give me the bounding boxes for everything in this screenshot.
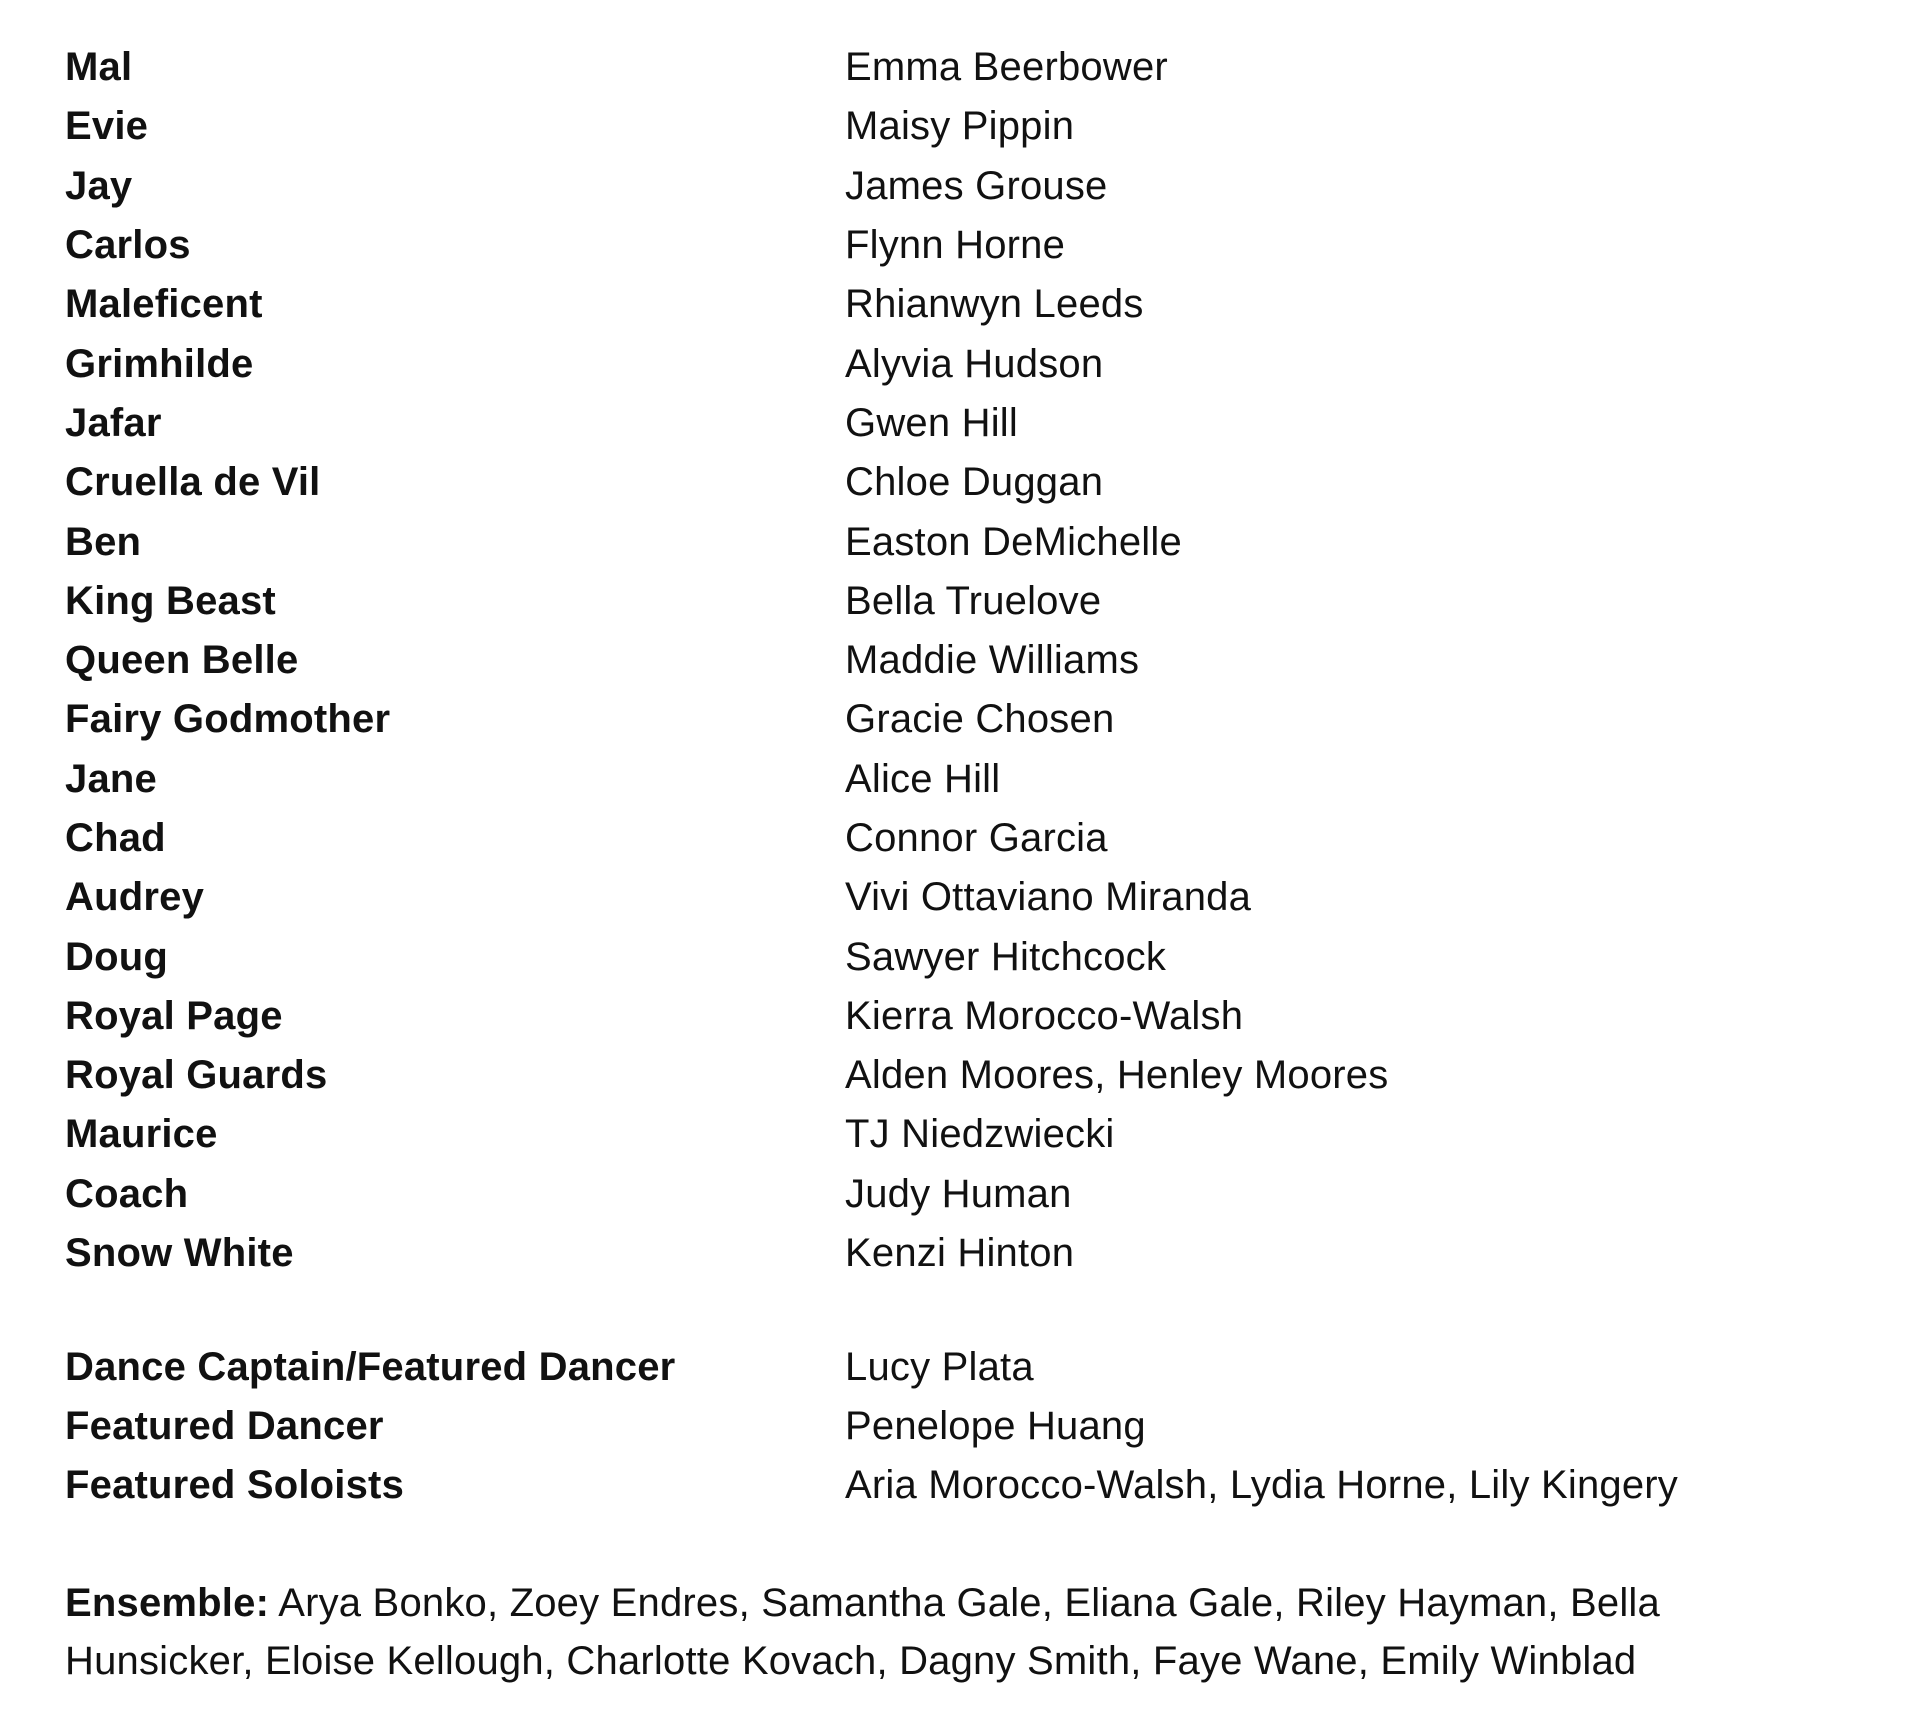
actor-name: TJ Niedzwiecki [845,1112,1115,1157]
actor-name: Lucy Plata [845,1345,1034,1389]
role-name: Featured Dancer [65,1404,384,1448]
actor-name: Flynn Horne [845,223,1066,268]
featured-row [65,1456,1865,1515]
actor-name: Gracie Chosen [845,697,1115,742]
role-name: Royal Page [65,993,283,1038]
actor-name: Alden Moores, Henley Moores [845,1053,1389,1098]
cast-row [65,275,1865,334]
role-name: Featured Soloists [65,1463,405,1507]
cast-row [65,868,1865,927]
actor-name: Kierra Morocco-Walsh [845,993,1244,1038]
role-name: Mal [65,45,133,90]
featured-row [65,1338,1865,1397]
role-name: Cruella de Vil [65,460,321,505]
cast-row [65,1224,1865,1283]
actor-name: Penelope Huang [845,1404,1146,1448]
role-name: Doug [65,934,168,979]
cast-row [65,1165,1865,1224]
role-name: Ben [65,519,142,564]
role-name: Grimhilde [65,341,254,386]
actor-name: Judy Human [845,1171,1072,1216]
role-name: Royal Guards [65,1053,328,1098]
actor-name: Sawyer Hitchcock [845,934,1167,979]
role-name: Dance Captain/Featured Dancer [65,1345,676,1389]
ensemble-names-line-1: Arya Bonko, Zoey Endres, Samantha Gale, Eliana Gale, Riley Hayman, Bella [269,1581,1660,1625]
actor-name: Alice Hill [845,756,1001,801]
actor-name: Emma Beerbower [845,45,1168,90]
cast-row [65,1046,1865,1105]
ensemble-line-1 [65,1574,1765,1632]
actor-name: Connor Garcia [845,816,1108,860]
actor-name: Vivi Ottaviano Miranda [845,875,1252,920]
actor-name: Kenzi Hinton [845,1231,1075,1276]
role-name: Coach [65,1171,189,1216]
actor-name: Alyvia Hudson [845,341,1104,386]
cast-row [65,750,1865,809]
ensemble-paragraph [65,1574,1765,1690]
ensemble-names-line-2: Hunsicker, Eloise Kellough, Charlotte Kovach, Dagny Smith, Faye Wane, Emily Winblad [65,1639,1637,1683]
actor-name: Chloe Duggan [845,460,1104,505]
principal-cast-list [65,38,1865,1283]
actor-name: James Grouse [845,163,1108,208]
cast-row [65,216,1865,275]
ensemble-label: Ensemble: [65,1581,270,1625]
actor-name: Maddie Williams [845,638,1140,683]
actor-name: Easton DeMichelle [845,519,1182,564]
cast-row [65,453,1865,512]
role-name: King Beast [65,578,276,623]
cast-row [65,809,1865,868]
cast-row [65,38,1865,97]
role-name: Maleficent [65,282,263,327]
role-name: Audrey [65,875,205,920]
role-name: Jafar [65,400,162,445]
featured-row [65,1397,1865,1456]
actor-name: Maisy Pippin [845,104,1075,149]
actor-name: Rhianwyn Leeds [845,282,1144,327]
role-name: Snow White [65,1231,294,1276]
cast-row [65,97,1865,156]
cast-row [65,512,1865,571]
featured-cast-list [65,1338,1865,1515]
cast-row [65,572,1865,631]
role-name: Queen Belle [65,638,299,683]
role-name: Maurice [65,1112,218,1157]
cast-row [65,987,1865,1046]
cast-row [65,334,1865,393]
cast-row [65,394,1865,453]
actor-name: Bella Truelove [845,578,1102,623]
role-name: Fairy Godmother [65,697,391,742]
cast-row [65,1105,1865,1164]
cast-row [65,157,1865,216]
role-name: Jay [65,163,133,208]
role-name: Evie [65,104,149,149]
role-name: Chad [65,816,166,860]
cast-row [65,690,1865,749]
role-name: Jane [65,756,157,801]
actor-name: Aria Morocco-Walsh, Lydia Horne, Lily Kingery [845,1463,1679,1507]
actor-name: Gwen Hill [845,400,1018,445]
cast-row [65,631,1865,690]
cast-row [65,927,1865,986]
role-name: Carlos [65,223,191,268]
